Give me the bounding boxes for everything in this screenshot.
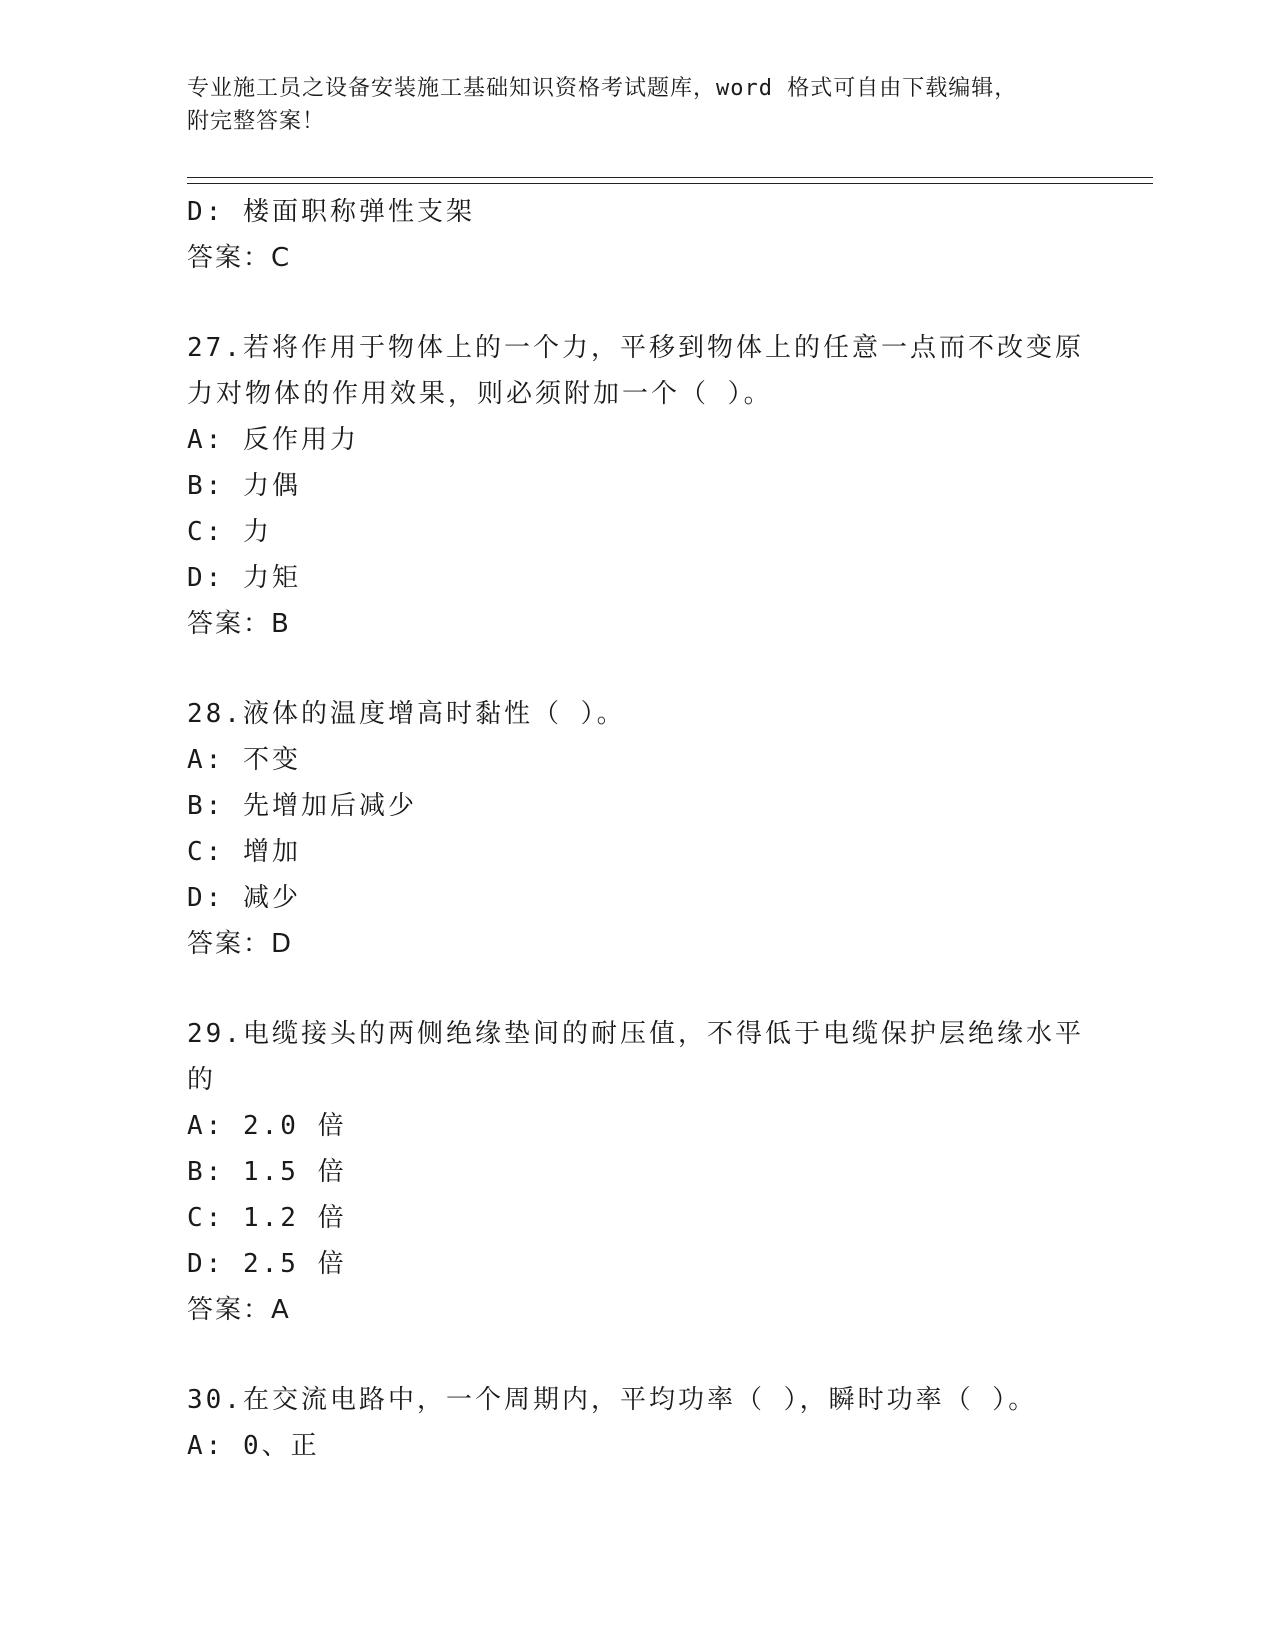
question-29 [187,1011,1087,1333]
question-text: 27.若将作用于物体上的一个力，平移到物体上的任意一点而不改变原 [187,333,1084,363]
header-line-2: 附完整答案！ [187,109,326,134]
question-30 [187,1377,1087,1469]
option-d: D: 2.5 倍 [187,1249,347,1279]
question-27 [187,325,1087,647]
question-text-cont: 的 [187,1065,217,1095]
option-b: B: 1.5 倍 [187,1157,347,1187]
option-d: D: 力矩 [187,563,301,593]
option-a: A: 0、正 [187,1431,320,1461]
option-c: C: 1.2 倍 [187,1203,347,1233]
answer: 答案：C [187,243,292,273]
question-28 [187,691,1087,967]
header-divider-bottom [187,183,1153,184]
header-line-1: 专业施工员之设备安装施工基础知识资格考试题库，word 格式可自由下载编辑， [187,76,1018,101]
option-b: B: 先增加后减少 [187,791,417,821]
option-c: C: 力 [187,517,272,547]
question-26-tail [187,189,1087,281]
document-body [187,189,1087,1469]
answer: 答案：B [187,609,291,639]
option-d: D: 减少 [187,883,301,913]
option-a: A: 反作用力 [187,425,359,455]
question-text: 28.液体的温度增高时黏性（ ）。 [187,699,626,729]
document-header [187,72,1067,138]
option-a: A: 不变 [187,745,301,775]
question-text-cont: 力对物体的作用效果，则必须附加一个（ ）。 [187,379,773,409]
question-text: 29.电缆接头的两侧绝缘垫间的耐压值，不得低于电缆保护层绝缘水平 [187,1019,1084,1049]
header-divider-top [187,177,1153,178]
option-d: D: 楼面职称弹性支架 [187,197,475,227]
question-text: 30.在交流电路中，一个周期内，平均功率（ ），瞬时功率（ ）。 [187,1385,1038,1415]
option-c: C: 增加 [187,837,301,867]
option-b: B: 力偶 [187,471,301,501]
answer: 答案：D [187,929,294,959]
option-a: A: 2.0 倍 [187,1111,347,1141]
answer: 答案：A [187,1295,291,1325]
